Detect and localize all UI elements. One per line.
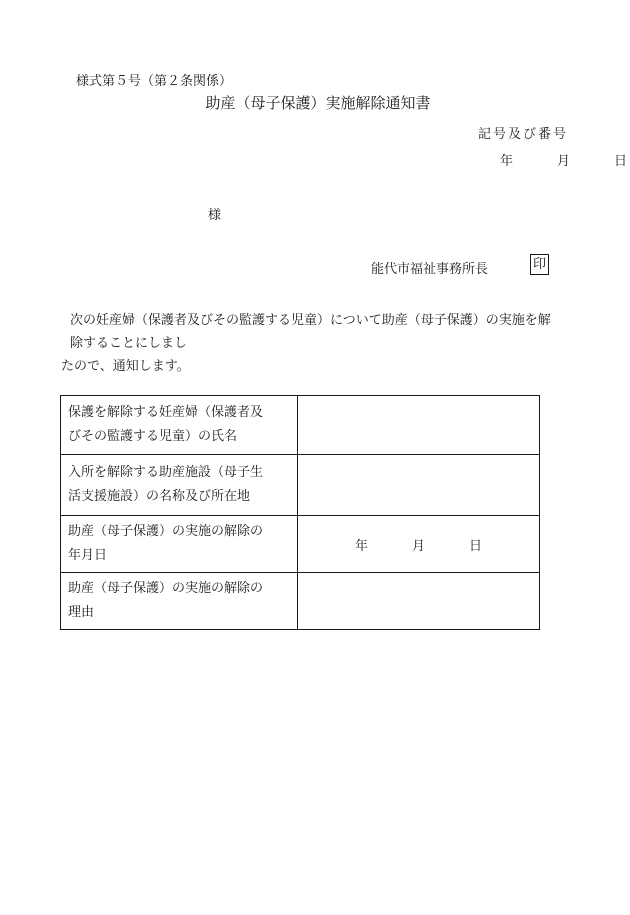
issue-date-year: 年 <box>500 154 514 169</box>
facility-value-cell <box>298 455 540 516</box>
body-text-line-2: 除することにしまし <box>70 336 188 351</box>
label-line: 年月日 <box>68 548 108 563</box>
addressee-suffix: 様 <box>208 208 222 223</box>
termination-date-value-cell <box>298 516 540 573</box>
table-label-cell <box>61 396 298 455</box>
reference-number-label: 記号及び番号 <box>478 127 569 142</box>
details-table <box>60 395 540 630</box>
label-line: びその監護する児童）の氏名 <box>68 429 238 444</box>
termination-date-year: 年 <box>354 538 368 554</box>
termination-date-day: 日 <box>469 538 483 554</box>
label-line: 助産（母子保護）の実施の解除の <box>68 524 264 539</box>
reason-value-cell <box>298 573 540 630</box>
label-line: 理由 <box>68 605 95 620</box>
document-title <box>0 92 630 113</box>
label-line: 入所を解除する助産施設（母子生 <box>68 465 264 480</box>
issue-date-day: 日 <box>614 154 628 169</box>
table-row <box>61 455 540 516</box>
document-title-text: 助産（母子保護）実施解除通知書 <box>205 94 431 112</box>
seal-mark: 印 <box>530 254 549 275</box>
table-row <box>61 396 540 455</box>
issuer-name: 能代市福祉事務所長 <box>371 262 489 277</box>
table-row <box>61 516 540 573</box>
body-text-line-1: 次の妊産婦（保護者及びその監護する児童）について助産（母子保護）の実施を解 <box>70 313 551 328</box>
label-line: 活支援施設）の名称及び所在地 <box>68 489 251 504</box>
table-label-cell <box>61 516 298 573</box>
form-number-label: 様式第５号（第２条関係） <box>76 74 233 89</box>
termination-date-month: 月 <box>411 538 425 554</box>
table-label-cell <box>61 573 298 630</box>
table-label-cell <box>61 455 298 516</box>
issue-date-month: 月 <box>557 154 571 169</box>
label-line: 助産（母子保護）の実施の解除の <box>68 581 264 596</box>
table-row <box>61 573 540 630</box>
label-line: 保護を解除する妊産婦（保護者及 <box>68 405 264 420</box>
recipient-name-value-cell <box>298 396 540 455</box>
issue-date <box>478 150 627 169</box>
body-text-line-3: たので、通知します。 <box>61 359 190 374</box>
